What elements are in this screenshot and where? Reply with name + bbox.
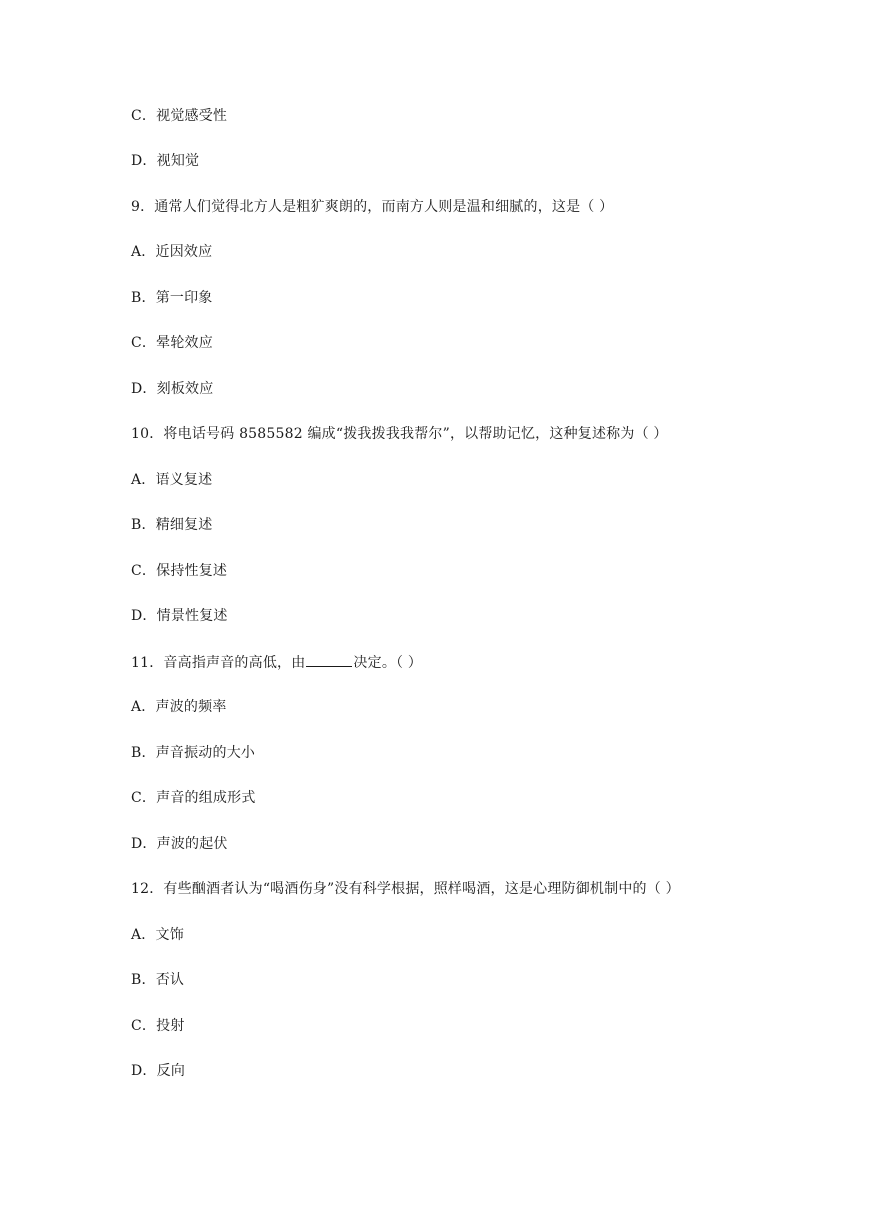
option-11c — [131, 789, 256, 807]
option-9b — [131, 289, 213, 307]
option-text: 否认 — [155, 972, 185, 988]
option-letter: C． — [131, 790, 157, 806]
option-letter: B． — [131, 290, 156, 306]
option-letter: C． — [131, 1018, 157, 1034]
option-11b — [131, 744, 255, 762]
option-9d — [131, 380, 213, 398]
option-letter: D． — [131, 608, 157, 624]
option-text: 文饰 — [155, 927, 184, 943]
option-letter: D． — [131, 381, 157, 397]
option-12d — [131, 1062, 185, 1080]
option-10a — [131, 471, 212, 489]
option-12c — [131, 1017, 185, 1035]
option-text: 晕轮效应 — [156, 335, 213, 351]
option-letter: B． — [131, 517, 156, 533]
option-12b — [131, 971, 184, 989]
option-text: 近因效应 — [155, 244, 213, 260]
option-10c — [131, 562, 227, 580]
question-9-stem: 9．通常人们觉得北方人是粗犷爽朗的，而南方人则是温和细腻的，这是（ ） — [131, 199, 614, 215]
option-text: 声波的起伏 — [156, 836, 228, 852]
option-text: 情景性复述 — [156, 608, 228, 624]
question-11-stem-before: 11．音高指声音的高低，由 — [131, 655, 306, 671]
question-12-stem: 12．有些酗酒者认为“喝酒伤身”没有科学根据，照样喝酒，这是心理防御机制中的（ ） — [131, 881, 680, 897]
question-10-stem: 10．将电话号码 8585582 编成“拨我拨我我帮尔”，以帮助记忆，这种复述称为（ ） — [131, 426, 668, 442]
option-text: 投射 — [156, 1018, 185, 1034]
option-10b — [131, 516, 213, 534]
option-12a — [131, 926, 184, 944]
option-text: 第一印象 — [155, 290, 213, 306]
option-letter: C． — [131, 108, 157, 124]
option-letter: D． — [131, 836, 157, 852]
option-text: 反向 — [156, 1063, 186, 1079]
option-letter: B． — [131, 745, 156, 761]
option-letter: A． — [131, 472, 156, 488]
option-9a — [131, 243, 212, 261]
question-11-stem — [131, 653, 422, 672]
option-letter: C． — [131, 335, 157, 351]
option-text: 语义复述 — [155, 472, 213, 488]
fill-in-blank — [306, 653, 352, 667]
question-11-stem-after: 决定。（ ） — [353, 655, 423, 671]
option-9c — [131, 334, 213, 352]
option-8d — [131, 152, 199, 170]
option-text: 保持性复述 — [156, 563, 228, 579]
option-text: 声音振动的大小 — [155, 745, 256, 761]
option-letter: D． — [131, 1063, 157, 1079]
option-8c — [131, 107, 227, 125]
option-text: 声音的组成形式 — [156, 790, 256, 806]
option-letter: A． — [131, 699, 156, 715]
option-letter: B． — [131, 972, 156, 988]
option-letter: A． — [131, 244, 156, 260]
option-letter: C． — [131, 563, 157, 579]
option-text: 声波的频率 — [155, 699, 227, 715]
option-10d — [131, 607, 228, 625]
option-11d — [131, 835, 228, 853]
option-11a — [131, 698, 227, 716]
option-letter: A． — [131, 927, 156, 943]
option-text: 视知觉 — [156, 153, 200, 169]
option-text: 精细复述 — [155, 517, 213, 533]
option-letter: D． — [131, 153, 157, 169]
option-text: 视觉感受性 — [156, 108, 228, 124]
option-text: 刻板效应 — [156, 381, 214, 397]
